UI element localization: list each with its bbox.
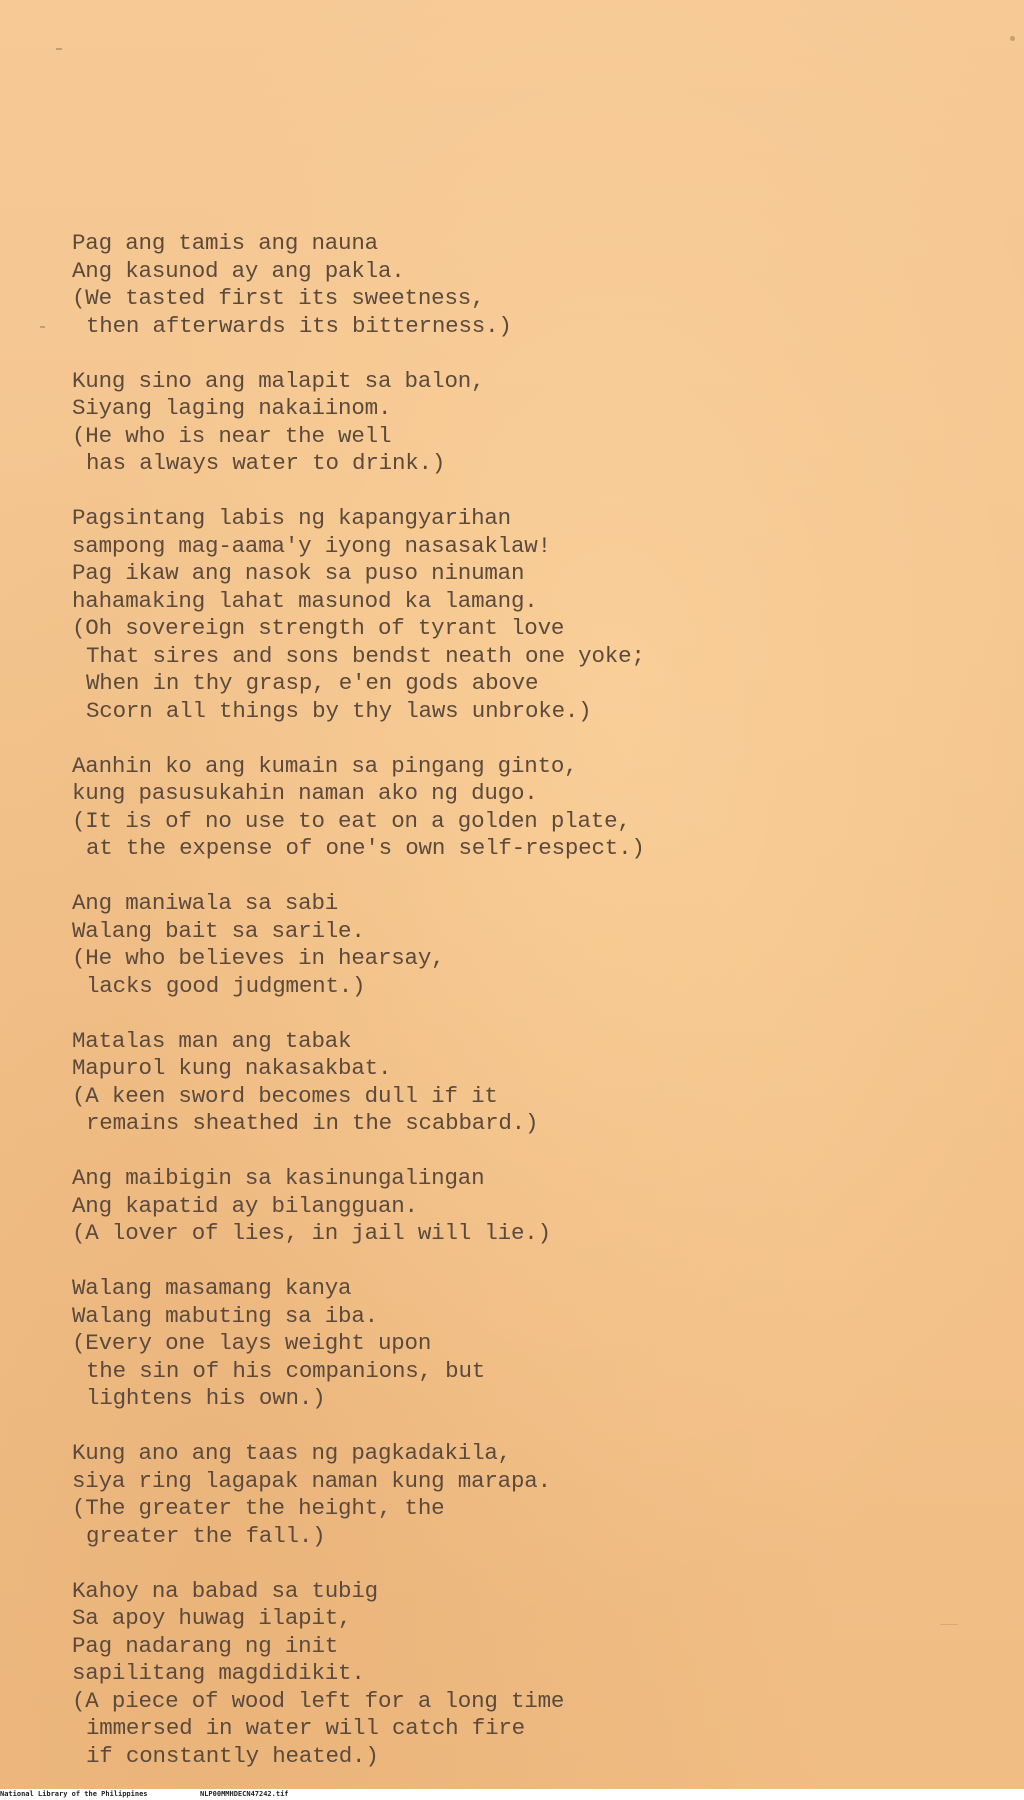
paper-speck (1010, 36, 1015, 41)
proverb-stanza (72, 230, 972, 340)
stanza-line: Ang kasunod ay ang pakla. (72, 257, 405, 284)
stanza-line: Kahoy na babad sa tubig (72, 1577, 378, 1604)
stanza-line: Siyang laging nakaiinom. (72, 395, 392, 421)
stanza-line: (He who believes in hearsay, (72, 945, 445, 971)
stanza-line: has always water to drink.) (86, 450, 446, 476)
stanza-line: if constantly heated.) (86, 1742, 379, 1769)
stanza-line: Walang masamang kanya (72, 1275, 352, 1301)
stanza-line: (He who is near the well (72, 422, 392, 449)
stanza-line: Mapurol kung nakasakbat. (72, 1055, 392, 1081)
stanza-line: Kung ano ang taas ng pagkadakila, (72, 1440, 511, 1466)
paper-speck (56, 48, 62, 50)
stanza-line: greater the fall.) (86, 1522, 326, 1549)
stanza-line: Aanhin ko ang kumain sa pingang ginto, (72, 752, 578, 779)
stanza-line: (Every one lays weight upon (72, 1330, 432, 1356)
proverb-stanza (72, 1028, 972, 1138)
stanza-line: (Oh sovereign strength of tyrant love (72, 615, 565, 641)
stanza-line: (A lover of lies, in jail will lie.) (72, 1220, 551, 1246)
stanza-line: Pag nadarang ng init (72, 1632, 339, 1659)
proverb-stanza (72, 505, 972, 725)
stanza-line: sapilitang magdidikit. (72, 1660, 365, 1686)
stanza-line: (A keen sword becomes dull if it (72, 1082, 498, 1109)
proverb-stanza (72, 890, 972, 1000)
footer-institution: National Library of the Philippines (0, 1790, 148, 1798)
stanza-line: (The greater the height, the (72, 1495, 445, 1521)
stanza-line: remains sheathed in the scabbard.) (86, 1110, 539, 1136)
proverb-stanza (72, 753, 972, 863)
proverb-stanza (72, 1578, 972, 1771)
stanza-line: Ang maniwala sa sabi (72, 890, 339, 916)
stanza-line: at the expense of one's own self-respect.) (86, 835, 645, 861)
stanza-line: lacks good judgment.) (86, 972, 366, 999)
stanza-line: kung pasusukahin naman ako ng dugo. (72, 780, 538, 806)
stanza-line: Matalas man ang tabak (72, 1027, 352, 1054)
stanza-line: then afterwards its bitterness.) (86, 312, 512, 339)
stanza-line: When in thy grasp, e'en gods above (86, 670, 539, 696)
proverb-stanza (72, 1440, 972, 1550)
typed-proverbs-text (72, 230, 972, 1798)
stanza-line: Walang bait sa sarile. (72, 917, 365, 944)
stanza-line: Scorn all things by thy laws unbroke.) (86, 697, 592, 724)
footer-file-id: NLP00MMHDECN47242.tif (200, 1790, 289, 1798)
stanza-line: sampong mag-aama'y iyong nasasaklaw! (72, 532, 551, 559)
stanza-line: Sa apoy huwag ilapit, (72, 1605, 352, 1631)
proverb-stanza (72, 368, 972, 478)
stanza-line: Pag ang tamis ang nauna (72, 230, 378, 256)
stanza-line: Ang maibigin sa kasinungalingan (72, 1165, 485, 1191)
stanza-line: the sin of his companions, but (86, 1357, 486, 1384)
stanza-line: Walang mabuting sa iba. (72, 1302, 378, 1329)
proverb-stanza (72, 1165, 972, 1248)
stanza-line: hahamaking lahat masunod ka lamang. (72, 587, 538, 614)
scan-footer (0, 1789, 1024, 1800)
proverb-stanza (72, 1275, 972, 1413)
stanza-line: immersed in water will catch fire (86, 1715, 525, 1741)
stanza-line: lightens his own.) (86, 1385, 326, 1411)
stanza-line: Pagsintang labis ng kapangyarihan (72, 505, 511, 531)
paper-speck (40, 326, 45, 328)
stanza-line: Kung sino ang malapit sa balon, (72, 367, 485, 394)
stanza-line: That sires and sons bendst neath one yoke; (86, 642, 645, 669)
stanza-line: (It is of no use to eat on a golden plate, (72, 807, 631, 834)
stanza-line: (We tasted first its sweetness, (72, 285, 485, 311)
stanza-line: (A piece of wood left for a long time (72, 1687, 565, 1714)
stanza-line: Ang kapatid ay bilangguan. (72, 1192, 418, 1219)
stanza-line: Pag ikaw ang nasok sa puso ninuman (72, 560, 525, 586)
stanza-line: siya ring lagapak naman kung marapa. (72, 1467, 551, 1494)
